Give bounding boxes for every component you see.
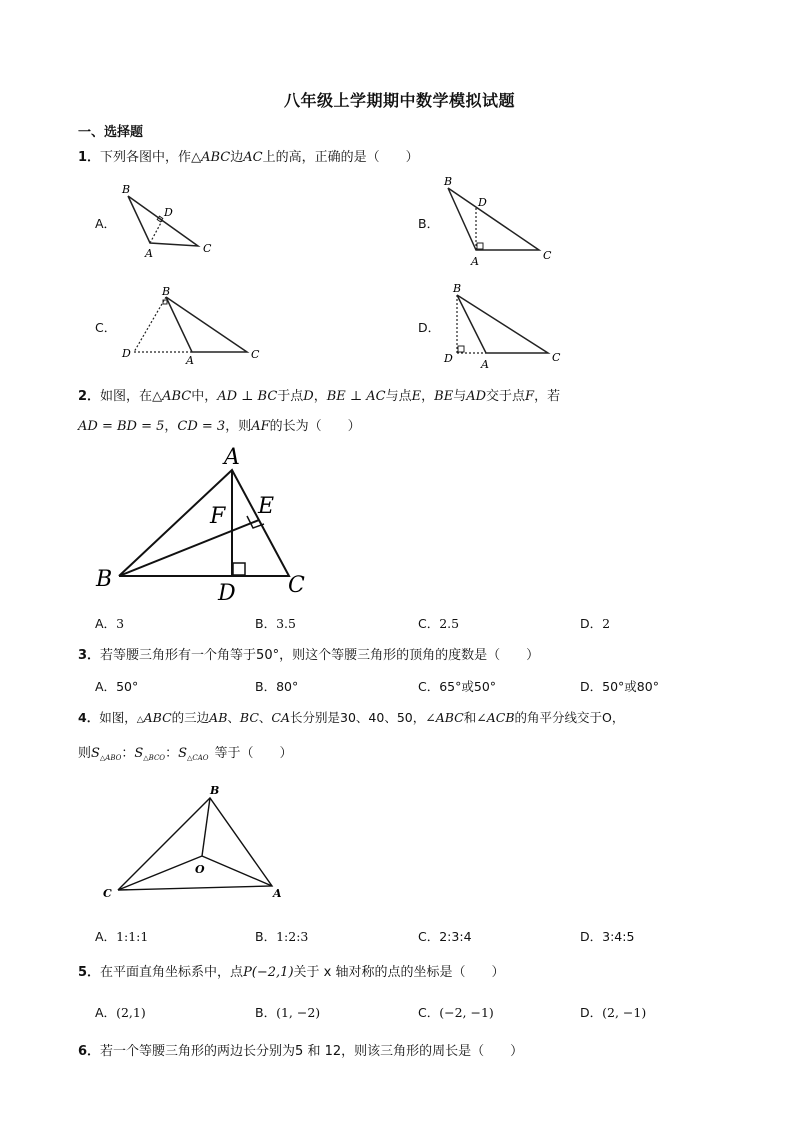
q4-option-a[interactable]: A．1:1:1 (95, 929, 149, 944)
question-4-number: 4． (78, 710, 100, 725)
q1-option-a-label[interactable]: A． (95, 216, 117, 231)
question-2-line-1: 2．如图，在△ABC中，AD ⊥ BC于点D，BE ⊥ AC与点E，BE与AD交于点F，若 (78, 389, 561, 404)
q1-option-d-label[interactable]: D． (418, 320, 441, 335)
question-6: 6．若一个等腰三角形的两边长分别为5 和 12，则该三角形的周长是（ ） (78, 1044, 524, 1059)
q2-option-a[interactable]: A．3 (95, 616, 125, 631)
q3-option-c[interactable]: C．65°或50° (418, 679, 497, 694)
q1b-label-b: B (444, 175, 453, 188)
q4-label-o: O (195, 863, 205, 876)
page-title: 八年级上学期期中数学模拟试题 (284, 91, 516, 110)
q1d-label-b: B (453, 282, 462, 295)
question-5: 5．在平面直角坐标系中，点P(−2,1)关于 x 轴对称的点的坐标是（ ） (78, 965, 505, 980)
q1a-label-c: C (203, 242, 212, 255)
q1-option-c-figure (114, 283, 274, 368)
q4-figure (98, 778, 298, 903)
q3-option-a[interactable]: A．50° (95, 679, 139, 694)
q1d-label-d: D (444, 352, 453, 365)
q4-label-c: C (103, 887, 112, 900)
q4-option-b[interactable]: B．1:2:3 (255, 929, 309, 944)
q1-option-b-label[interactable]: B． (418, 216, 440, 231)
q4-label-a: A (273, 887, 282, 900)
question-1: 1．下列各图中，作△ABC边AC上的高，正确的是（ ） (78, 150, 419, 165)
q3-option-b[interactable]: B．80° (255, 679, 299, 694)
q2-option-b[interactable]: B．3.5 (255, 616, 296, 631)
question-6-number: 6． (78, 1044, 101, 1059)
q1-option-c-label[interactable]: C． (95, 320, 117, 335)
q1c-label-b: B (162, 285, 171, 298)
q1c-label-a: A (186, 354, 194, 367)
q1-option-d-figure (440, 280, 580, 372)
question-2-line-2: AD = BD = 5，CD = 3，则AF的长为（ ） (78, 419, 361, 434)
q2-label-d: D (218, 581, 236, 606)
q4-option-d[interactable]: D．3:4:5 (580, 929, 635, 944)
q1c-label-d: D (122, 347, 131, 360)
q2-label-c: C (288, 573, 305, 598)
q2-label-b: B (96, 567, 113, 592)
question-2-number: 2． (78, 389, 101, 404)
q5-option-a[interactable]: A．(2,1) (95, 1005, 146, 1020)
q1a-label-b: B (122, 183, 131, 196)
q2-option-c[interactable]: C．2.5 (418, 616, 460, 631)
q1b-label-a: A (471, 255, 479, 268)
question-3: 3．若等腰三角形有一个角等于50°，则这个等腰三角形的顶角的度数是（ ） (78, 648, 540, 663)
question-3-number: 3． (78, 648, 101, 663)
q1c-label-c: C (251, 348, 260, 361)
q1-option-a-figure (110, 176, 230, 266)
question-1-number: 1． (78, 150, 101, 165)
q5-option-d[interactable]: D．(2, −1) (580, 1005, 647, 1020)
q2-label-a: A (224, 445, 240, 470)
q4-option-c[interactable]: C．2:3:4 (418, 929, 472, 944)
q1a-label-d: D (164, 206, 173, 219)
question-5-number: 5． (78, 965, 101, 980)
q1a-label-a: A (145, 247, 153, 260)
q2-label-f: F (210, 504, 226, 529)
q3-option-d[interactable]: D．50°或80° (580, 679, 659, 694)
q2-label-e: E (258, 494, 275, 519)
q2-figure (92, 440, 322, 608)
q1b-label-c: C (543, 249, 552, 262)
question-4-line-2: 则$S_{\triangle ABO}$：$S_{\triangle BCO}$：$S_{\triangle CAO}$ 等于（ ） (78, 746, 293, 762)
q2-option-d[interactable]: D．2 (580, 616, 611, 631)
q1-option-b-figure (436, 170, 566, 270)
q5-option-c[interactable]: C．(−2, −1) (418, 1005, 494, 1020)
question-4-line-1: 4．如图，△ABC的三边AB、BC、CA长分别是30、40、50，∠ABC和∠ACB的角平分线交于O， (78, 710, 625, 725)
q1d-label-c: C (552, 351, 561, 364)
q5-option-b[interactable]: B．(1, −2) (255, 1005, 321, 1020)
q1d-label-a: A (481, 358, 489, 371)
section-heading: 一、选择题 (78, 125, 144, 140)
q1b-label-d: D (478, 196, 487, 209)
q4-label-b: B (210, 784, 220, 797)
